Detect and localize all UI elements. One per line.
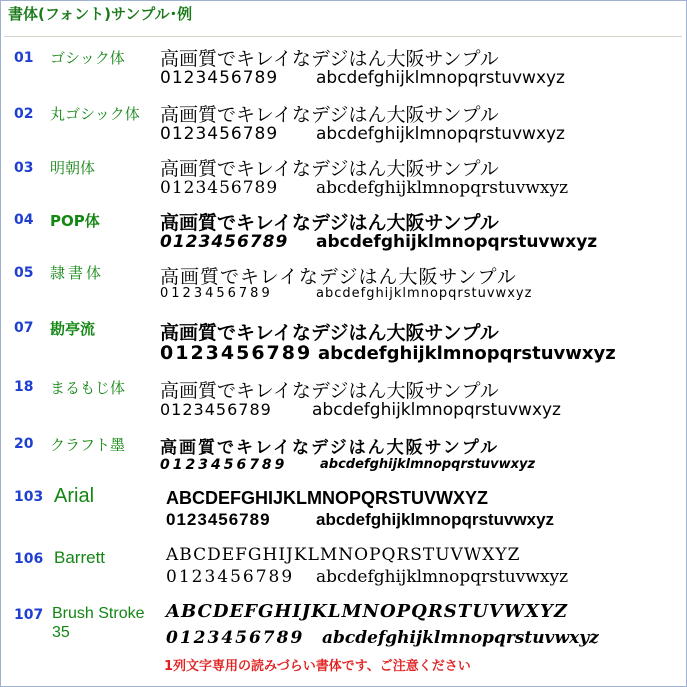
sample-japanese: 高画質でキレイなデジはん大阪サンプル <box>160 438 500 458</box>
sample-japanese: 高画質でキレイなデジはん大阪サンプル <box>160 48 499 70</box>
sample-lowercase: abcdefghijklmnopqrstuvwxyz <box>316 567 569 587</box>
font-name: Brush Stroke 35 <box>52 605 145 641</box>
sample-digits: 0123456789 <box>166 567 295 587</box>
sample-digits: 0123456789 <box>160 124 279 144</box>
font-name: まるもじ体 <box>50 379 126 397</box>
font-number: 03 <box>14 160 34 176</box>
sample-uppercase: ABCDEFGHIJKLMNOPQRSTUVWXYZ <box>166 601 569 622</box>
sample-digits: 0123456789 <box>160 232 289 252</box>
sample-japanese: 高画質でキレイなデジはん大阪サンプル <box>160 158 499 180</box>
font-name: Barrett <box>54 548 106 567</box>
font-name: ゴシック体 <box>50 49 125 67</box>
sample-digits: 0123456789 <box>166 510 271 529</box>
sample-digits: 0123456789 <box>160 400 272 419</box>
font-name: 明朝体 <box>50 159 96 177</box>
sample-lowercase: abcdefghijklmnopqrstuvwxyz <box>322 628 599 648</box>
font-number: 106 <box>14 551 44 567</box>
sample-lowercase: abcdefghijklmnopqrstuvwxyz <box>318 343 616 364</box>
sample-lowercase: abcdefghijklmnopqrstuvwxyz <box>316 68 565 88</box>
sample-lowercase: abcdefghijklmnopqrstuvwxyz <box>316 124 565 144</box>
font-number: 18 <box>14 379 34 395</box>
sample-lowercase: abcdefghijklmnopqrstuvwxyz <box>320 457 536 472</box>
font-number: 07 <box>14 320 34 336</box>
page-title: 書体(フォント)サンプル･例 <box>8 5 193 23</box>
font-name: 隷書体 <box>50 264 105 282</box>
sample-japanese: 高画質でキレイなデジはん大阪サンプル <box>160 266 517 288</box>
sample-digits: 0123456789 <box>166 628 305 648</box>
font-number: 107 <box>14 607 44 623</box>
sample-lowercase: abcdefghijklmnopqrstuvwxyz <box>312 400 561 420</box>
sample-uppercase: ABCDEFGHIJKLMNOPQRSTUVWXYZ <box>166 488 489 508</box>
sample-digits: 0123456789 <box>160 342 313 364</box>
sample-lowercase: abcdefghijklmnopqrstuvwxyz <box>316 510 555 529</box>
font-number: 02 <box>14 106 34 122</box>
sample-digits: 0123456789 <box>160 178 279 198</box>
sample-japanese: 高画質でキレイなデジはん大阪サンプル <box>160 380 499 402</box>
font-name: 丸ゴシック体 <box>50 105 140 123</box>
title-divider <box>4 36 682 37</box>
sample-lowercase: abcdefghijklmnopqrstuvwxyz <box>316 232 598 252</box>
sample-lowercase: abcdefghijklmnopqrstuvwxyz <box>316 178 569 198</box>
font-name: 勘亭流 <box>50 320 96 338</box>
sample-lowercase: abcdefghijklmnopqrstuvwxyz <box>316 286 533 301</box>
font-number: 20 <box>14 436 34 452</box>
font-number: 103 <box>14 489 44 505</box>
sample-japanese: 高画質でキレイなデジはん大阪サンプル <box>160 322 499 344</box>
font-number: 05 <box>14 265 34 281</box>
sample-japanese: 高画質でキレイなデジはん大阪サンプル <box>160 212 499 234</box>
font-name: Arial <box>54 485 95 507</box>
sample-uppercase: ABCDEFGHIJKLMNOPQRSTUVWXYZ <box>166 545 521 565</box>
sample-japanese: 高画質でキレイなデジはん大阪サンプル <box>160 104 499 126</box>
sample-digits: 0123456789 <box>160 457 288 473</box>
warning-note: 1列文字専用の読みづらい書体です、ご注意ください <box>164 659 471 674</box>
font-number: 01 <box>14 50 34 66</box>
font-name: POP体 <box>50 212 100 230</box>
sample-digits: 0123456789 <box>160 68 279 88</box>
sample-digits: 0123456789 <box>160 286 273 301</box>
font-number: 04 <box>14 212 34 228</box>
font-name: クラフト墨 <box>50 436 126 454</box>
